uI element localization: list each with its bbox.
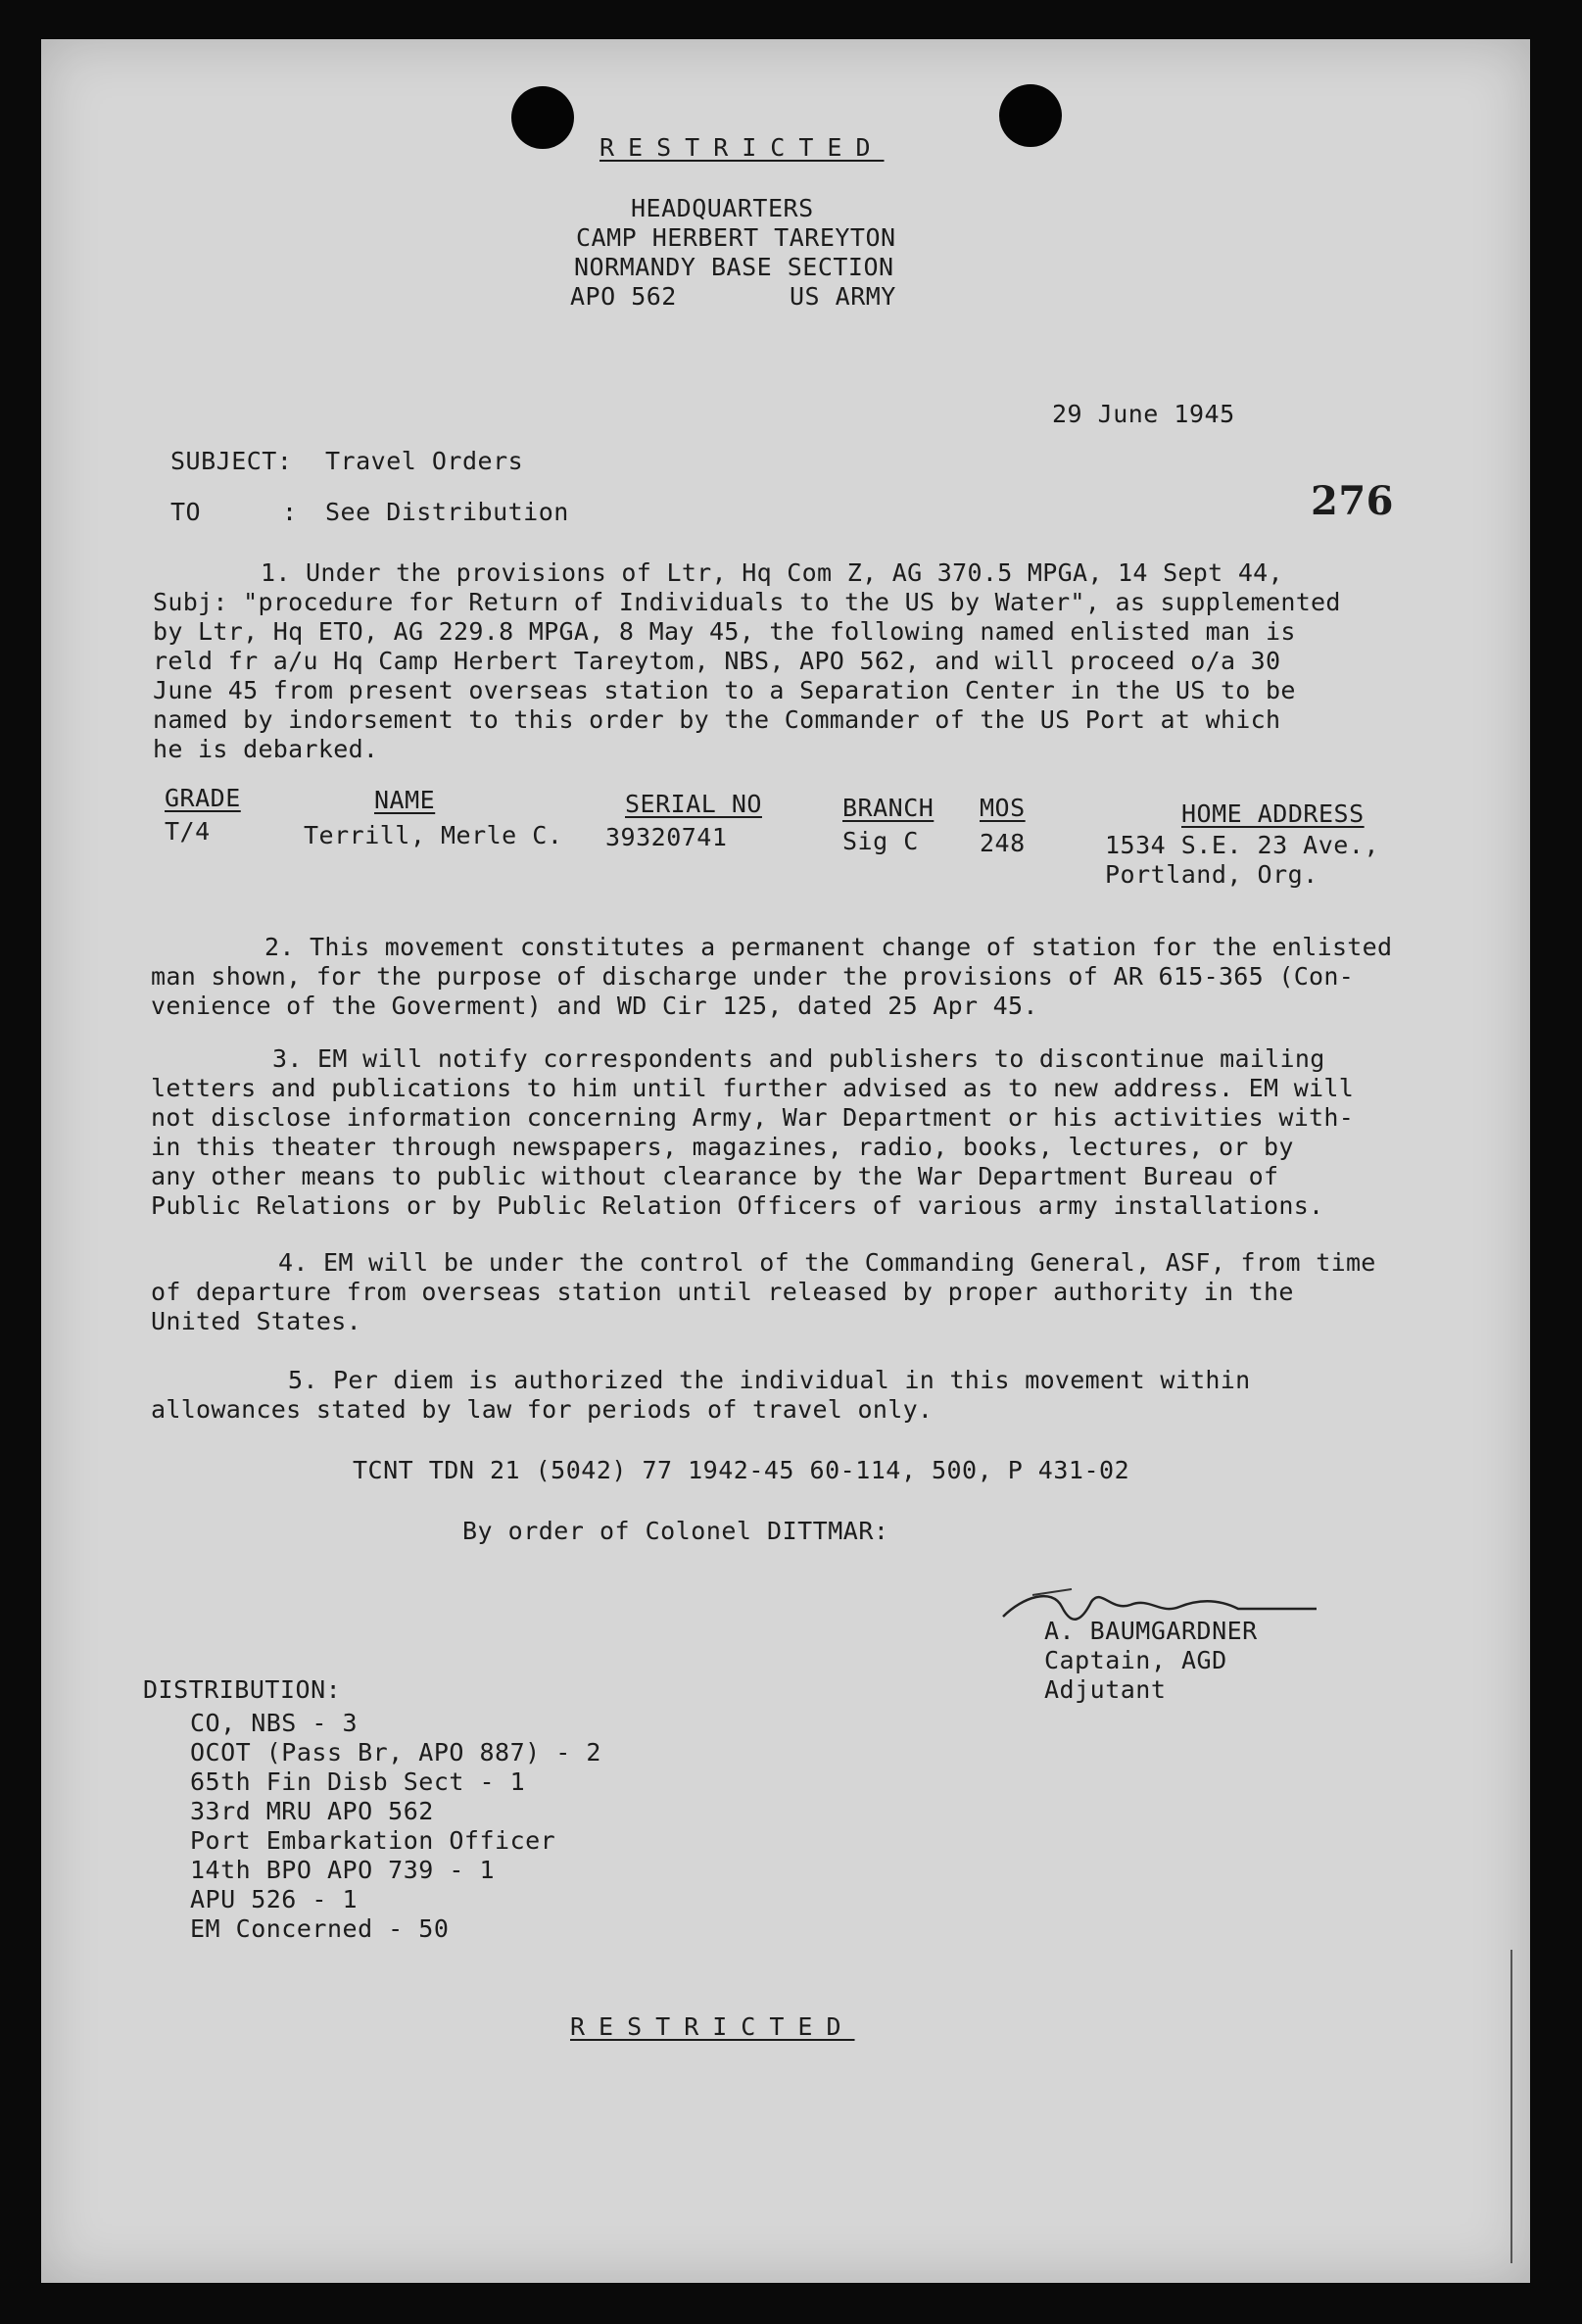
subject-value: Travel Orders — [325, 447, 524, 475]
distribution-item: Port Embarkation Officer — [190, 1826, 556, 1855]
paragraph-3: 3. EM will notify correspondents and publishers to discontinue mailing letters and publications to him until further advised as to new address. EM will not disclose information concerning Army, War Department or his activities with- in this theater through newspapers, magazines, radio, books, lectures, or by any other means to public without clearance by the War Department Bureau of Public Relations or by Public Relation Officers of various army installations. — [151, 1044, 1355, 1220]
col-header-branch: BRANCH — [842, 794, 935, 822]
header-org-line-1: HEADQUARTERS — [631, 194, 814, 222]
order-date: 29 June 1945 — [1052, 400, 1235, 428]
col-header-address: HOME ADDRESS — [1181, 799, 1365, 828]
row-address-line-1: 1534 S.E. 23 Ave., — [1105, 831, 1379, 859]
signer-title: Adjutant — [1044, 1675, 1167, 1704]
distribution-item: EM Concerned - 50 — [190, 1914, 450, 1943]
row-mos: 248 — [980, 829, 1026, 857]
fund-citation: TCNT TDN 21 (5042) 77 1942-45 60-114, 500, P 431-02 — [353, 1456, 1130, 1484]
header-apo: APO 562 — [570, 282, 677, 311]
paragraph-4: 4. EM will be under the control of the Commanding General, ASF, from time of departure from overseas station until released by proper authority in the United States. — [151, 1248, 1376, 1335]
distribution-label: DISTRIBUTION: — [143, 1675, 342, 1704]
col-header-serial: SERIAL NO — [625, 790, 762, 818]
distribution-item: 65th Fin Disb Sect - 1 — [190, 1767, 526, 1796]
header-org-line-2: CAMP HERBERT TAREYTON — [576, 223, 896, 252]
to-colon: : — [282, 498, 298, 526]
paragraph-2: 2. This movement constitutes a permanent change of station for the enlisted man shown, for the purpose of discharge under the provisions of AR 615-365 (Con- venience of the Goverment) and WD Cir 125, dated 25 Apr 45. — [151, 933, 1393, 1020]
distribution-item: APU 526 - 1 — [190, 1885, 359, 1913]
punch-hole-right — [999, 84, 1062, 147]
header-army: US ARMY — [790, 282, 896, 311]
to-label: TO — [170, 498, 202, 526]
distribution-item: OCOT (Pass Br, APO 887) - 2 — [190, 1738, 601, 1767]
row-grade: T/4 — [165, 817, 211, 846]
subject-label: SUBJECT: — [170, 447, 293, 475]
distribution-item: 14th BPO APO 739 - 1 — [190, 1856, 496, 1884]
row-name: Terrill, Merle C. — [304, 821, 563, 849]
document-page — [41, 39, 1530, 2283]
col-header-grade: GRADE — [165, 784, 241, 812]
row-branch: Sig C — [842, 827, 919, 855]
classification-top: RESTRICTED — [599, 133, 885, 162]
order-number: 276 — [1311, 478, 1394, 524]
col-header-name: NAME — [374, 786, 436, 814]
row-serial: 39320741 — [605, 823, 728, 851]
paragraph-5: 5. Per diem is authorized the individual in this movement within allowances stated by law for periods of travel only. — [151, 1366, 1251, 1424]
col-header-mos: MOS — [980, 794, 1026, 822]
classification-bottom: RESTRICTED — [570, 2012, 855, 2041]
signer-rank: Captain, AGD — [1044, 1646, 1227, 1674]
paragraph-1: 1. Under the provisions of Ltr, Hq Com Z, AG 370.5 MPGA, 14 Sept 44, Subj: "procedure for Return of Individuals to the US by Water", as supplemented by Ltr, Hq ETO, AG 229.8 MPGA, 8 May 45, the following named enlisted man is reld fr a/u Hq Camp Herbert Tareytom, NBS, APO 562, and will proceed o/a 30 June 45 from present overseas station to a Separation Center in the US to be named by indorsement to this order by the Commander of the US Port at which he is debarked. — [153, 558, 1341, 763]
page-edge-mark — [1510, 1950, 1512, 2263]
signer-name: A. BAUMGARDNER — [1044, 1617, 1258, 1645]
distribution-item: 33rd MRU APO 562 — [190, 1797, 434, 1825]
punch-hole-left — [511, 86, 574, 149]
by-order-line: By order of Colonel DITTMAR: — [462, 1517, 889, 1545]
distribution-item: CO, NBS - 3 — [190, 1709, 359, 1737]
to-value: See Distribution — [325, 498, 569, 526]
header-org-line-3: NORMANDY BASE SECTION — [574, 253, 894, 281]
row-address-line-2: Portland, Org. — [1105, 860, 1318, 889]
